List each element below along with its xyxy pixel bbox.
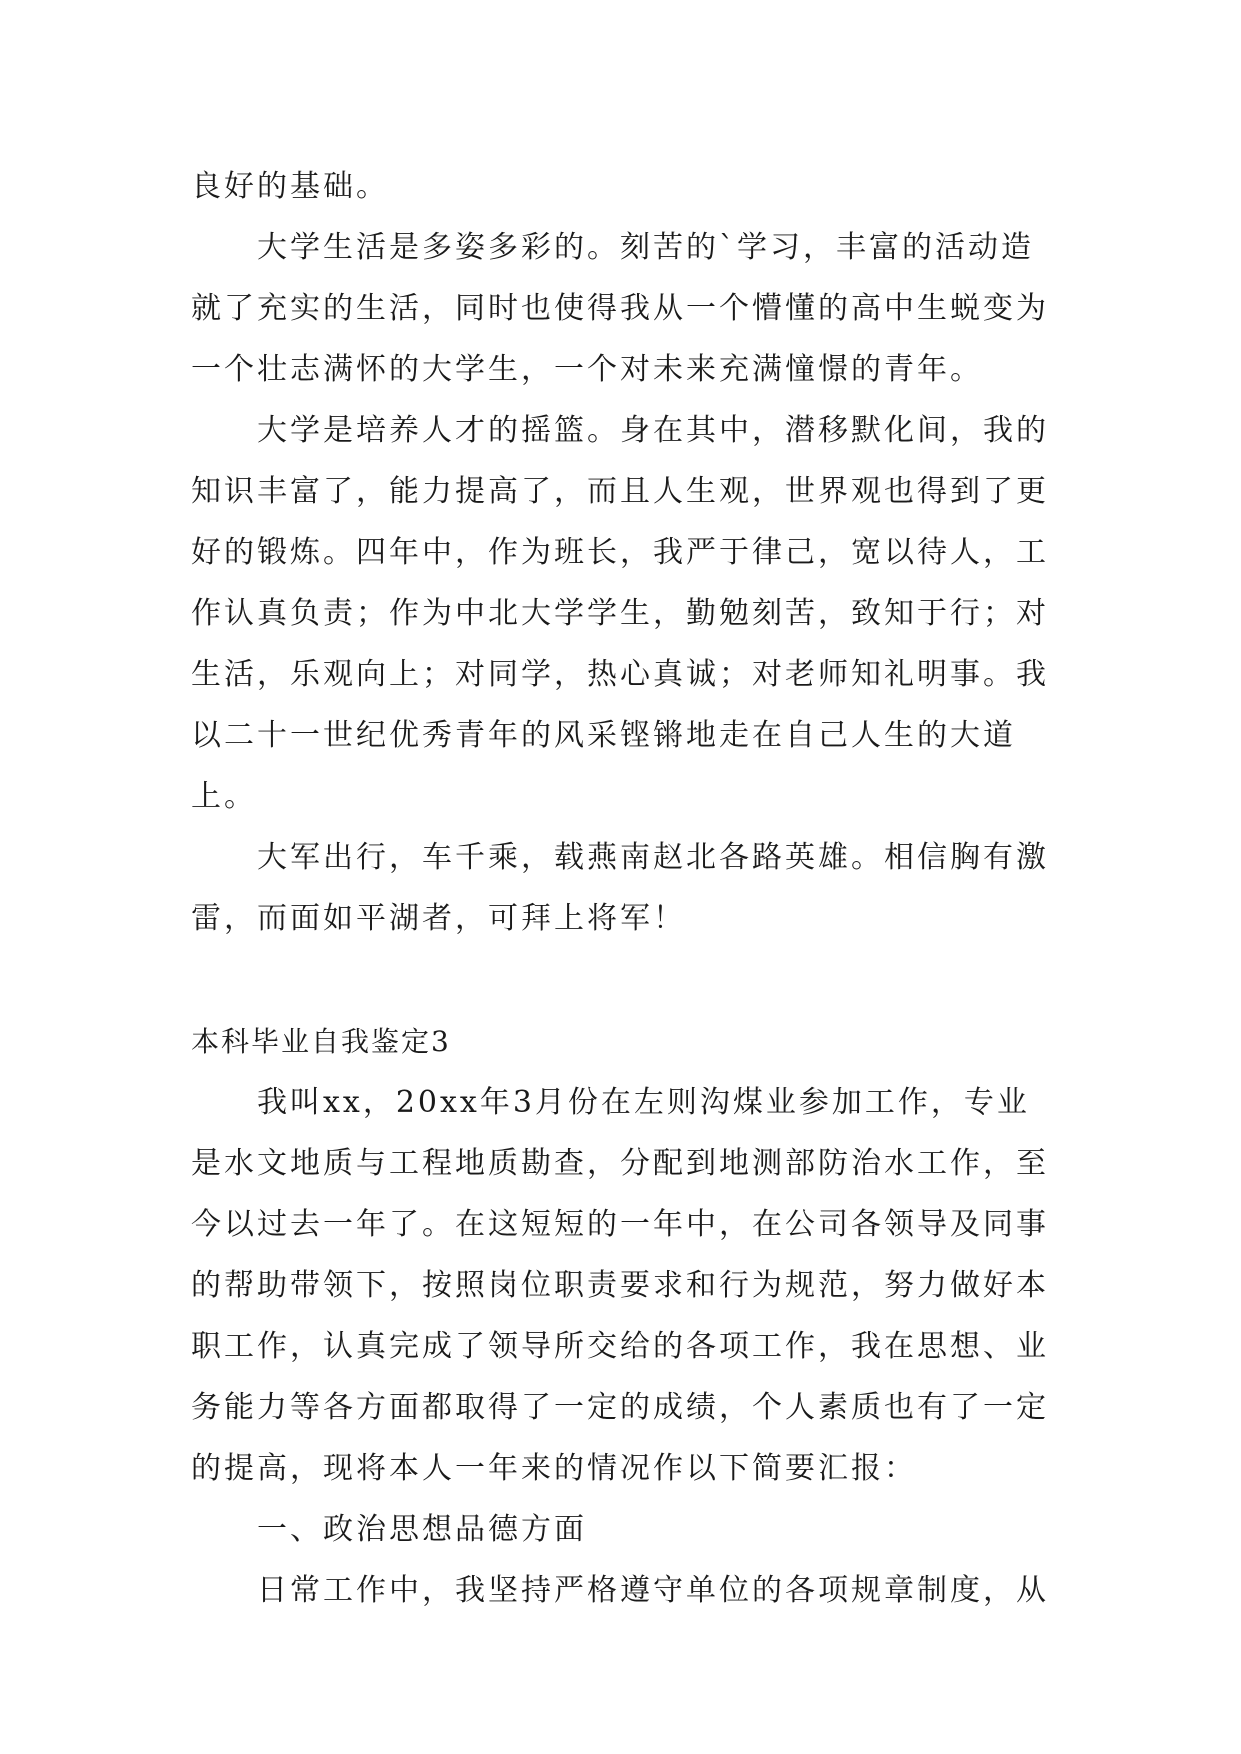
text-line: 以二十一世纪优秀青年的风采铿锵地走在自己人生的大道	[191, 718, 1016, 753]
text-line: 大学生活是多姿多彩的。刻苦的`学习，丰富的活动造	[257, 230, 1034, 265]
text-line: 今以过去一年了。在这短短的一年中，在公司各领导及同事	[191, 1207, 1049, 1242]
text-line: 作认真负责；作为中北大学学生，勤勉刻苦，致知于行；对	[191, 596, 1049, 631]
document-body	[191, 156, 1051, 1621]
text-line: 大军出行，车千乘，载燕南赵北各路英雄。相信胸有激	[257, 840, 1049, 875]
section-heading: 一、政治思想品德方面	[257, 1512, 587, 1547]
text-line: 良好的基础。	[191, 169, 389, 204]
text-line: 务能力等各方面都取得了一定的成绩，个人素质也有了一定	[191, 1390, 1049, 1425]
text-line: 好的锻炼。四年中，作为班长，我严于律己，宽以待人，工	[191, 535, 1049, 570]
text-line: 的提高，现将本人一年来的情况作以下简要汇报：	[191, 1451, 917, 1486]
text-line: 就了充实的生活，同时也使得我从一个懵懂的高中生蜕变为	[191, 291, 1049, 326]
text-line: 雷，而面如平湖者，可拜上将军！	[191, 901, 686, 936]
text-line: 生活，乐观向上；对同学，热心真诚；对老师知礼明事。我	[191, 657, 1049, 692]
section-title: 本科毕业自我鉴定3	[191, 1025, 451, 1058]
text-line: 职工作，认真完成了领导所交给的各项工作，我在思想、业	[191, 1329, 1049, 1364]
text-line: 日常工作中，我坚持严格遵守单位的各项规章制度，从	[257, 1573, 1049, 1608]
text-line: 是水文地质与工程地质勘查，分配到地测部防治水工作，至	[191, 1146, 1049, 1181]
text-line: 大学是培养人才的摇篮。身在其中，潜移默化间，我的	[257, 413, 1049, 448]
text-line: 我叫xx，20xx年3月份在左则沟煤业参加工作，专业	[257, 1085, 1030, 1120]
text-line: 的帮助带领下，按照岗位职责要求和行为规范，努力做好本	[191, 1268, 1049, 1303]
text-line: 知识丰富了，能力提高了，而且人生观，世界观也得到了更	[191, 474, 1049, 509]
text-line: 一个壮志满怀的大学生，一个对未来充满憧憬的青年。	[191, 352, 983, 387]
section-spacer	[191, 949, 1051, 1011]
text-line: 上。	[191, 779, 257, 814]
